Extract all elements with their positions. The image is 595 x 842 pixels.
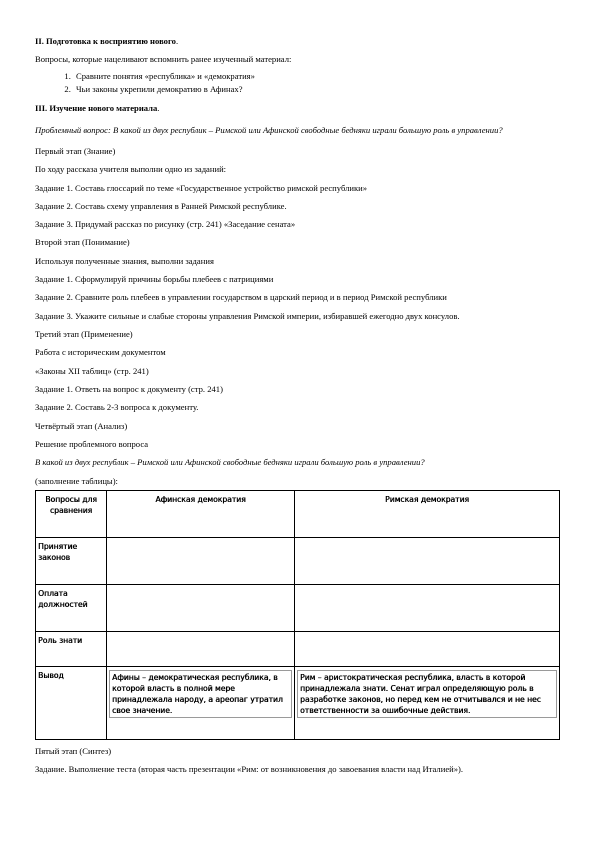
athens-cell: Афины – демократическая республика, в которой власть в полной мере принадлежала народу, а ареопаг утратил свое значение. <box>107 666 295 739</box>
row-label-cell: Вывод <box>36 666 107 739</box>
rome-cell: Рим – аристократическая республика, власть в которой принадлежала знати. Сенат играл определяющую роль в разработке законов, но перед кем не отчитывался и не нес ответственности за ошибочные действия. <box>295 666 560 739</box>
text-line: Задание 3. Укажите сильные и слабые стороны управления Римской империи, избиравшей ежегодно двух консулов. <box>35 310 460 321</box>
table-row <box>36 584 560 631</box>
header-cell: Афинская демократия <box>107 490 295 537</box>
problem-question <box>35 125 560 135</box>
section-3-heading: III. Изучение нового материала. <box>35 103 160 114</box>
problem-label: Проблемный вопрос: <box>35 124 111 135</box>
text-line: Решение проблемного вопроса <box>35 438 149 449</box>
table-note: (заполнение таблицы): <box>35 475 118 486</box>
text-line: Первый этап (Знание) <box>35 145 116 156</box>
problem-text: В какой из двух республик – Римской или Афинской свободные бедняки играли большую роль в управлении? <box>113 124 503 135</box>
problem-question-repeat: В какой из двух республик – Римской или Афинской свободные бедняки играли большую роль в управлении? <box>35 457 425 468</box>
table-row <box>36 631 560 666</box>
row-label-cell: Оплата должностей <box>36 584 107 631</box>
text-line: По ходу рассказа учителя выполни одно из заданий: <box>35 164 227 175</box>
text-line: Задание 2. Составь 2-3 вопроса к документу. <box>35 402 199 413</box>
text-line: Задание 1. Ответь на вопрос к документу (стр. 241) <box>35 383 223 394</box>
athens-cell <box>107 584 295 631</box>
text-line: Второй этап (Понимание) <box>35 237 130 248</box>
text-line: Используя полученные знания, выполни задания <box>35 255 214 266</box>
text-line: Задание 2. Составь схему управления в Ранней Римской республике. <box>35 200 287 211</box>
text-line: Задание 2. Сравните роль плебеев в управлении государством в царский период и в период Римской республики <box>35 292 447 303</box>
rome-cell <box>295 584 560 631</box>
text-line: Задание 1. Составь глоссарий по теме «Государственное устройство римской республики» <box>35 182 368 193</box>
document-content <box>35 36 560 774</box>
section-2-heading: II. Подготовка к восприятию нового. <box>35 36 179 46</box>
section-2-intro: Вопросы, которые нацеливают вспомнить ранее изученный материал: <box>35 54 292 65</box>
rome-cell <box>295 631 560 666</box>
text-line: Третий этап (Применение) <box>35 329 133 339</box>
text-line: Пятый этап (Синтез) <box>35 745 112 756</box>
table-header-row <box>36 490 560 537</box>
recall-questions-list <box>35 71 560 95</box>
table-row <box>36 537 560 584</box>
text-line: Задание. Выполнение теста (вторая часть презентации «Рим: от возникновения до завоевания власти над Италией»). <box>35 764 464 775</box>
row-label-cell: Роль знати <box>36 631 107 666</box>
rome-cell <box>295 537 560 584</box>
comparison-table <box>35 490 560 740</box>
text-line: Работа с историческим документом <box>35 347 166 358</box>
header-cell: Римская демократия <box>295 490 560 537</box>
athens-cell <box>107 537 295 584</box>
text-line: Четвёртый этап (Анализ) <box>35 420 128 431</box>
header-cell: Вопросы для сравнения <box>36 490 107 537</box>
athens-cell <box>107 631 295 666</box>
row-label-cell: Принятие законов <box>36 537 107 584</box>
text-line: Задание 1. Сформулируй причины борьбы плебеев с патрициями <box>35 274 274 285</box>
list-item: 2. Чьи законы укрепили демократию в Афинах? <box>73 84 560 94</box>
text-line: «Законы XII таблиц» (стр. 241) <box>35 365 149 376</box>
table-row <box>36 666 560 739</box>
text-line: Задание 3. Придумай рассказ по рисунку (стр. 241) «Заседание сената» <box>35 219 296 230</box>
list-item: 1. Сравните понятия «республика» и «демократия» <box>73 71 560 81</box>
